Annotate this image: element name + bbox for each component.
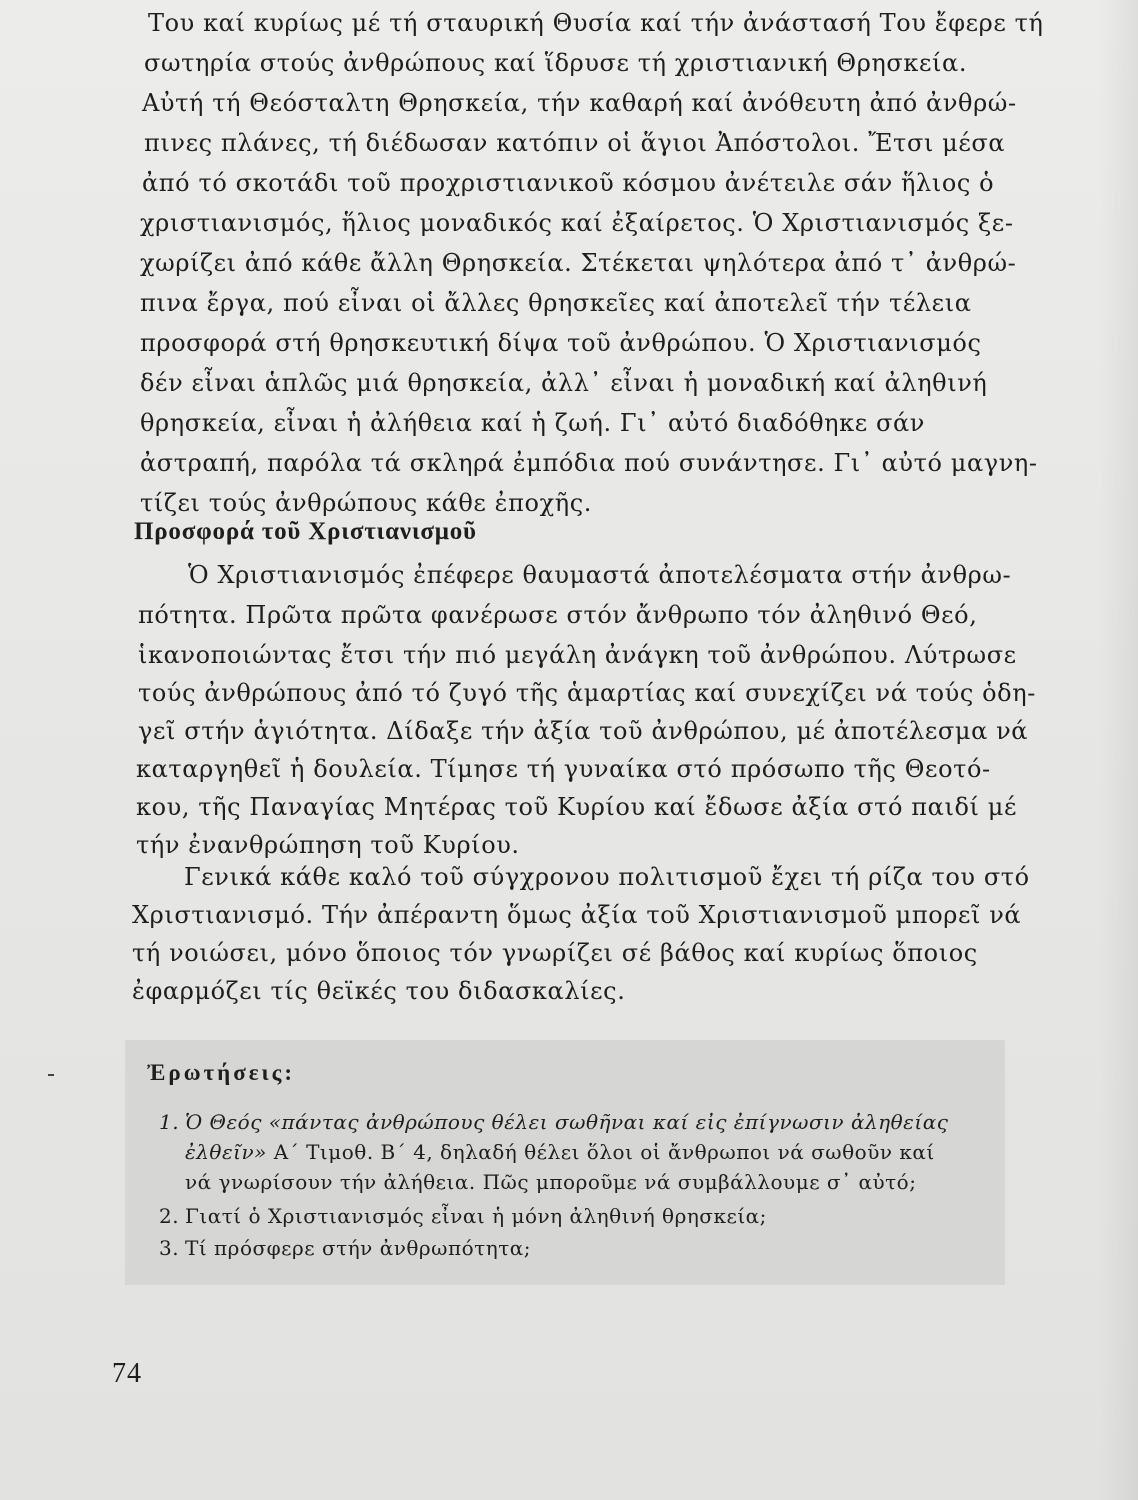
page-number: 74 xyxy=(112,1358,142,1389)
question-1-line-3: νά γνωρίσουν τήν ἀλήθεια. Πῶς μποροῦμε νά συμβάλλουμε σ᾽ αὐτό; xyxy=(185,1170,917,1194)
margin-mark xyxy=(48,1074,54,1076)
page-edge-shadow xyxy=(1098,0,1138,1500)
question-1-line-2 xyxy=(185,1140,935,1164)
body-line: θρησκεία, εἶναι ἡ ἀλήθεια καί ἡ ζωή. Γι᾽ αὐτό διαδόθηκε σάν xyxy=(140,409,925,437)
body-line: χριστιανισμός, ἥλιος μοναδικός καί ἐξαίρετος. Ὁ Χριστιανισμός ξε- xyxy=(140,209,1014,237)
section-line: κου, τῆς Παναγίας Μητέρας τοῦ Κυρίου καί ἔδωσε ἀξία στό παιδί μέ xyxy=(136,793,1018,821)
section-line: γεῖ στήν ἁγιότητα. Δίδαξε τήν ἀξία τοῦ ἀνθρώπου, μέ ἀποτέλεσμα νά xyxy=(138,717,1029,745)
questions-heading: Ἐρωτήσεις: xyxy=(147,1060,296,1085)
question-3-text: Τί πρόσφερε στήν ἀνθρωπότητα; xyxy=(185,1236,532,1260)
section-heading: Προσφορά τοῦ Χριστιανισμοῦ xyxy=(134,518,477,545)
section-line: καταργηθεῖ ἡ δουλεία. Τίμησε τή γυναίκα στό πρόσωπο τῆς Θεοτό- xyxy=(136,755,991,783)
question-2-number: 2. xyxy=(159,1204,180,1228)
body-line: χωρίζει ἀπό κάθε ἄλλη Θρησκεία. Στέκεται ψηλότερα ἀπό τ᾽ ἀνθρώ- xyxy=(140,249,1017,277)
question-1-quote-b: ἐλθεῖν» xyxy=(185,1140,267,1164)
body-line: πινες πλάνες, τή διέδωσαν κατόπιν οἱ ἅγιοι Ἀπόστολοι. Ἔτσι μέσα xyxy=(144,129,1006,157)
question-1-reference: Α΄ Τιμοθ. Β΄ 4, δηλαδή θέλει ὅλοι οἱ ἄνθρωποι νά σωθοῦν καί xyxy=(266,1140,935,1164)
question-3 xyxy=(159,1236,531,1260)
section-line: ἐφαρμόζει τίς θεϊκές του διδασκαλίες. xyxy=(132,977,626,1005)
body-line: προσφορά στή θρησκευτική δίψα τοῦ ἀνθρώπου. Ὁ Χριστιανισμός xyxy=(140,329,982,357)
section-line: ἱκανοποιώντας ἔτσι τήν πιό μεγάλη ἀνάγκη τοῦ ἀνθρώπου. Λύτρωσε xyxy=(138,641,1017,669)
section-line: Χριστιανισμό. Τήν ἀπέραντη ὅμως ἀξία τοῦ Χριστιανισμοῦ μπορεῖ νά xyxy=(132,901,1022,929)
question-1-line-1 xyxy=(159,1110,948,1134)
section-line: τή νοιώσει, μόνο ὅποιος τόν γνωρίζει σέ βάθος καί κυρίως ὅποιος xyxy=(132,939,978,967)
section-line: Ὁ Χριστιανισμός ἐπέφερε θαυμαστά ἀποτελέσματα στήν ἀνθρω- xyxy=(188,561,1012,589)
questions-box xyxy=(125,1040,1005,1285)
section-line: πότητα. Πρῶτα πρῶτα φανέρωσε στόν ἄνθρωπο τόν ἀληθινό Θεό, xyxy=(138,601,978,629)
question-2 xyxy=(159,1204,767,1228)
body-line: σωτηρία στούς ἀνθρώπους καί ἵδρυσε τή χριστιανική Θρησκεία. xyxy=(144,49,968,77)
body-line: πινα ἔργα, πού εἶναι οἱ ἄλλες θρησκεῖες καί ἀποτελεῖ τήν τέλεια xyxy=(140,289,972,317)
question-3-number: 3. xyxy=(159,1236,180,1260)
question-1-number: 1. xyxy=(159,1110,180,1134)
body-line: ἀπό τό σκοτάδι τοῦ προχριστιανικοῦ κόσμου ἀνέτειλε σάν ἥλιος ὁ xyxy=(142,169,995,197)
question-1-quote-a: Ὁ Θεός «πάντας ἀνθρώπους θέλει σωθῆναι καί εἰς ἐπίγνωσιν ἀληθείας xyxy=(185,1110,949,1134)
body-line: Του καί κυρίως μέ τή σταυρική Θυσία καί τήν ἀνάστασή Του ἔφερε τή xyxy=(148,9,1044,37)
body-line: Αὐτή τή Θεόσταλτη Θρησκεία, τήν καθαρή καί ἀνόθευτη ἀπό ἀνθρώ- xyxy=(142,89,1017,117)
question-2-text: Γιατί ὁ Χριστιανισμός εἶναι ἡ μόνη ἀληθινή θρησκεία; xyxy=(185,1204,767,1228)
body-line: ἀστραπή, παρόλα τά σκληρά ἐμπόδια πού συνάντησε. Γι᾽ αὐτό μαγνη- xyxy=(140,449,1038,477)
body-line: δέν εἶναι ἁπλῶς μιά θρησκεία, ἀλλ᾽ εἶναι ἡ μοναδική καί ἀληθινή xyxy=(140,369,988,397)
section-line: Γενικά κάθε καλό τοῦ σύγχρονου πολιτισμοῦ ἔχει τή ρίζα του στό xyxy=(184,863,1030,891)
body-line: τίζει τούς ἀνθρώπους κάθε ἐποχῆς. xyxy=(140,489,592,517)
section-line: τούς ἀνθρώπους ἀπό τό ζυγό τῆς ἁμαρτίας καί συνεχίζει νά τούς ὁδη- xyxy=(138,679,1036,707)
section-line: τήν ἐνανθρώπηση τοῦ Κυρίου. xyxy=(136,831,520,859)
